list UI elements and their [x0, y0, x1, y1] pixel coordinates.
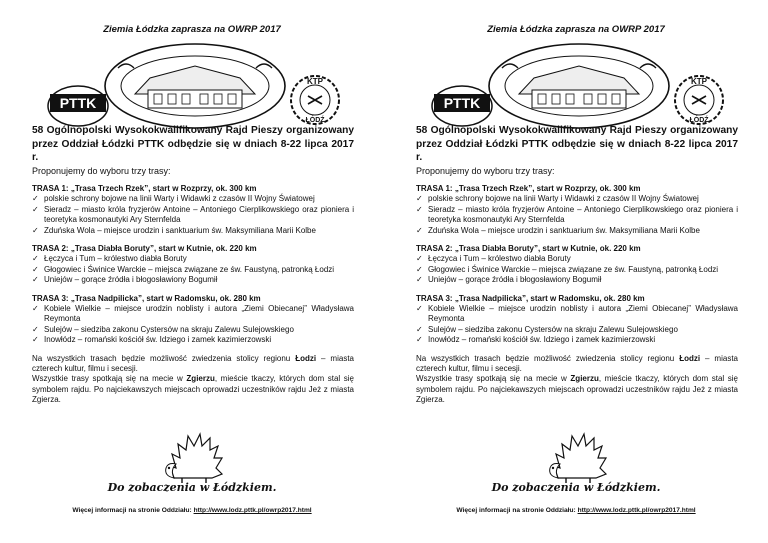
hedgehog-illustration	[160, 428, 230, 484]
trasa-2	[416, 244, 738, 286]
footer-link[interactable]: http://www.lodz.pttk.pl/owrp2017.html	[193, 507, 312, 514]
list-item: ✓ Głogowiec i Świnice Warckie – miejsca związane ze św. Faustyną, patronką Łodzi	[416, 264, 719, 274]
list-item: ✓ Inowłódz – romański kościół św. Idziego i zamek kazimierzowski	[32, 335, 272, 345]
trasa-1	[32, 184, 354, 236]
list-item: ✓ Zduńska Wola – miejsce urodzin i sanktuarium św. Maksymiliana Marii Kolbe	[416, 225, 700, 235]
main-content	[416, 124, 738, 406]
list-item: ✓ Kobiele Wielkie – miejsce urodzin noblisty i autora „Ziemi Obiecanej” Władysława Reymonta	[32, 303, 354, 324]
checkmark-icon: ✓	[32, 204, 39, 214]
checkmark-icon: ✓	[416, 335, 423, 345]
central-emblem	[489, 44, 669, 128]
main-content	[32, 124, 354, 406]
checkmark-icon: ✓	[416, 204, 423, 214]
checkmark-icon: ✓	[416, 194, 423, 204]
svg-text:PTTK: PTTK	[443, 95, 481, 111]
trasa-title: TRASA 2: „Trasa Diabła Boruty”, start w Kutnie, ok. 220 km	[416, 243, 641, 253]
info-paragraph: Na wszystkich trasach będzie możliwość zwiedzenia stolicy regionu Łodzi – miasta czterech kultur, filmu i secesji.	[32, 353, 354, 373]
flyer-right	[384, 0, 768, 543]
checkmark-icon: ✓	[32, 225, 39, 235]
info-paragraph: Wszystkie trasy spotkają się na mecie w Zgierzu, mieście tkaczy, których dom stal się symbolem rajdu. Po najciekawszych miejscach oprowadzi uczestników rajdu Jeż z miasta Zgierza.	[416, 374, 739, 405]
trasa-3	[416, 294, 738, 346]
list-item: ✓ Łęczyca i Tum – królestwo diabła Boruty	[32, 254, 187, 264]
header-text: Ziemia Łódzka zaprasza na OWRP 2017	[103, 24, 281, 35]
page-title: 58 Ogólnopolski Wysokokwalifikowany Rajd Pieszy organizowany przez Oddział Łódzki PTTK odbędzie się w dniach 8-22 lipca 2017 r.	[32, 125, 354, 163]
list-item: ✓ Sieradz – miasto króla fryzjerów Antoine – Antoniego Cierplikowskiego oraz pioniera i teoretyka kosmonautyki Ary Sternfelda	[32, 204, 354, 225]
page-title: 58 Ogólnopolski Wysokokwalifikowany Rajd Pieszy organizowany przez Oddział Łódzki PTTK odbędzie się w dniach 8-22 lipca 2017 r.	[416, 125, 738, 163]
header-text: Ziemia Łódzka zaprasza na OWRP 2017	[487, 24, 665, 35]
list-item: ✓ polskie schrony bojowe na linii Warty i Widawki z czasów II Wojny Światowej	[32, 194, 315, 204]
checkmark-icon: ✓	[32, 303, 39, 313]
checkmark-icon: ✓	[32, 194, 39, 204]
list-item: ✓ Głogowiec i Świnice Warckie – miejsca związane ze św. Faustyną, patronką Łodzi	[32, 264, 335, 274]
svg-text:KTP: KTP	[307, 77, 323, 86]
footer-link[interactable]: http://www.lodz.pttk.pl/owrp2017.html	[577, 507, 696, 514]
footer: Więcej informacji na stronie Oddziału: http://www.lodz.pttk.pl/owrp2017.html	[72, 507, 312, 514]
trasa-title: TRASA 1: „Trasa Trzech Rzek”, start w Rozprzy, ok. 300 km	[32, 183, 257, 193]
central-emblem	[105, 44, 285, 128]
info-paragraph: Wszystkie trasy spotkają się na mecie w Zgierzu, mieście tkaczy, których dom stal się symbolem rajdu. Po najciekawszych miejscach oprowadzi uczestników rajdu Jeż z miasta Zgierza.	[32, 374, 355, 405]
goodbye-text: Do zobaczenia w Łódzkiem.	[491, 481, 661, 494]
trasa-3	[32, 294, 354, 346]
goodbye-text: Do zobaczenia w Łódzkiem.	[107, 481, 277, 494]
checkmark-icon: ✓	[416, 225, 423, 235]
footer: Więcej informacji na stronie Oddziału: http://www.lodz.pttk.pl/owrp2017.html	[456, 507, 696, 514]
svg-text:KTP: KTP	[691, 77, 707, 86]
ktp-badge	[291, 76, 339, 124]
trasa-title: TRASA 3: „Trasa Nadpilicka”, start w Radomsku, ok. 280 km	[32, 293, 261, 303]
list-item: ✓ Inowłódz – romański kościół św. Idziego i zamek kazimierzowski	[416, 335, 656, 345]
trasa-title: TRASA 1: „Trasa Trzech Rzek”, start w Rozprzy, ok. 300 km	[416, 183, 641, 193]
lead-text: Proponujemy do wyboru trzy trasy:	[416, 165, 555, 176]
checkmark-icon: ✓	[416, 264, 423, 274]
trasa-title: TRASA 2: „Trasa Diabła Boruty”, start w Kutnie, ok. 220 km	[32, 243, 257, 253]
ktp-badge	[675, 76, 723, 124]
checkmark-icon: ✓	[416, 254, 423, 264]
checkmark-icon: ✓	[416, 324, 423, 334]
list-item: ✓ Kobiele Wielkie – miejsce urodzin noblisty i autora „Ziemi Obiecanej” Władysława Reymonta	[416, 303, 738, 324]
list-item: ✓ Uniejów – gorące źródła i błogosławiony Bogumił	[32, 275, 218, 285]
checkmark-icon: ✓	[32, 324, 39, 334]
list-item: ✓ Sulejów – siedziba zakonu Cystersów na skraju Zalewu Sulejowskiego	[32, 324, 294, 334]
pttk-badge	[48, 86, 108, 126]
trasa-title: TRASA 3: „Trasa Nadpilicka”, start w Radomsku, ok. 280 km	[416, 293, 645, 303]
checkmark-icon: ✓	[32, 264, 39, 274]
lead-text: Proponujemy do wyboru trzy trasy:	[32, 165, 171, 176]
list-item: ✓ Zduńska Wola – miejsce urodzin i sanktuarium św. Maksymiliana Marii Kolbe	[32, 225, 316, 235]
pttk-badge	[432, 86, 492, 126]
owrp-emblem	[30, 38, 360, 130]
owrp-emblem	[414, 38, 744, 130]
checkmark-icon: ✓	[32, 275, 39, 285]
list-item: ✓ Sulejów – siedziba zakonu Cystersów na skraju Zalewu Sulejowskiego	[416, 324, 678, 334]
checkmark-icon: ✓	[416, 275, 423, 285]
svg-text:PTTK: PTTK	[59, 95, 97, 111]
checkmark-icon: ✓	[416, 303, 423, 313]
trasa-2	[32, 244, 354, 286]
checkmark-icon: ✓	[32, 335, 39, 345]
checkmark-icon: ✓	[32, 254, 39, 264]
list-item: ✓ polskie schrony bojowe na linii Warty i Widawki z czasów II Wojny Światowej	[416, 194, 699, 204]
list-item: ✓ Łęczyca i Tum – królestwo diabła Boruty	[416, 254, 571, 264]
trasa-1	[416, 184, 738, 236]
svg-text:ŁÓDŹ: ŁÓDŹ	[305, 117, 325, 124]
svg-text:ŁÓDŹ: ŁÓDŹ	[689, 117, 709, 124]
hedgehog-illustration	[544, 428, 614, 484]
info-paragraph: Na wszystkich trasach będzie możliwość zwiedzenia stolicy regionu Łodzi – miasta czterech kultur, filmu i secesji.	[416, 353, 738, 373]
list-item: ✓ Sieradz – miasto króla fryzjerów Antoine – Antoniego Cierplikowskiego oraz pioniera i teoretyka kosmonautyki Ary Sternfelda	[416, 204, 738, 225]
list-item: ✓ Uniejów – gorące źródła i błogosławiony Bogumił	[416, 275, 602, 285]
